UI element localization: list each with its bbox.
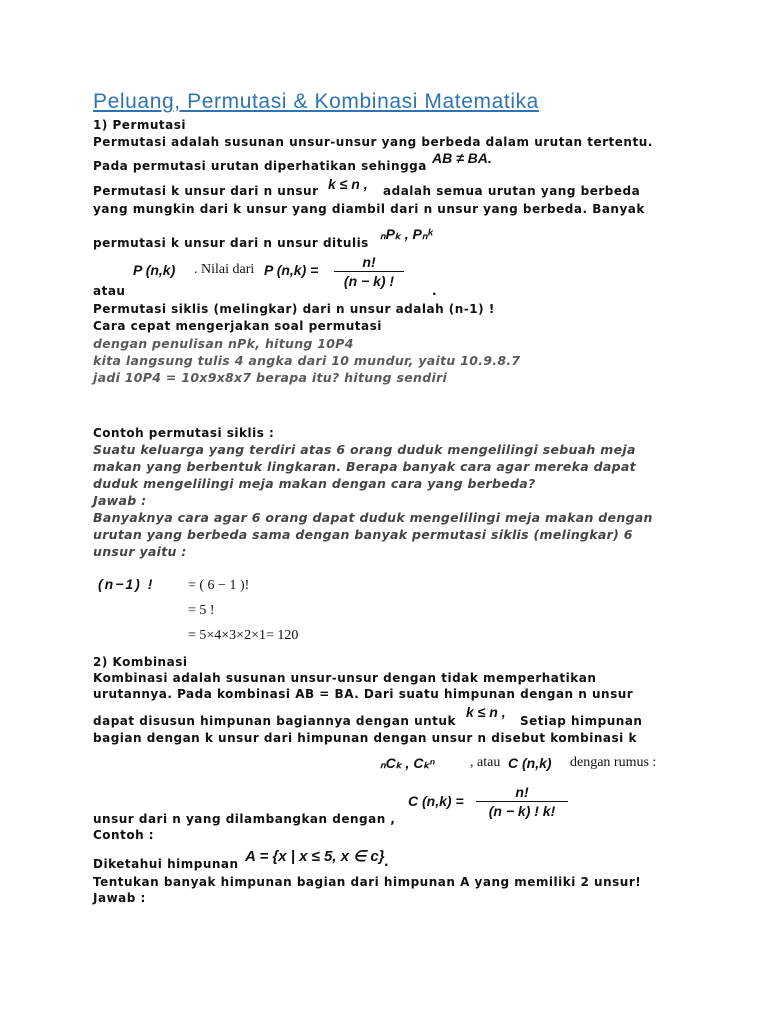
- period: .: [432, 284, 438, 298]
- answer-line: urutan yang berbeda sama dengan banyak permutasi siklis (melingkar) 6: [93, 527, 633, 542]
- formula-p-nk-eq: P (n,k) =: [264, 262, 319, 278]
- tip-line: kita langsung tulis 4 angka dari 10 mundur, yaitu 10.9.8.7: [93, 353, 521, 368]
- permutasi-text: yang mungkin dari k unsur yang diambil dari n unsur yang berbeda. Banyak: [93, 202, 645, 216]
- document-title: Peluang, Permutasi & Kombinasi Matematika: [93, 90, 539, 113]
- fraction-numerator: n!: [362, 254, 376, 270]
- formula-p-nk: P (n,k): [133, 262, 176, 278]
- tip-line: dengan penulisan nPk, hitung 10P4: [93, 336, 354, 351]
- calc-step: = ( 6 − 1 )!: [188, 578, 250, 593]
- fraction-permutasi: [334, 254, 404, 289]
- kombinasi-definition: Kombinasi adalah susunan unsur-unsur dengan tidak memperhatikan: [93, 671, 597, 685]
- question-line: makan yang berbentuk lingkaran. Berapa banyak cara agar mereka dapat: [93, 459, 636, 474]
- formula-k-le-n: k ≤ n ,: [466, 704, 506, 720]
- calc-step: = 5 !: [188, 603, 215, 618]
- tentukan-text: Tentukan banyak himpunan bagian dari himpunan A yang memiliki 2 unsur!: [93, 875, 642, 889]
- contoh-label: Contoh :: [93, 828, 155, 842]
- fraction-bar: [476, 801, 568, 802]
- cara-cepat-heading: Cara cepat mengerjakan soal permutasi: [93, 319, 382, 333]
- answer-line: Banyaknya cara agar 6 orang dapat duduk mengelilingi meja makan dengan: [93, 510, 653, 525]
- section-heading-kombinasi: 2) Kombinasi: [93, 655, 188, 669]
- fraction-numerator: n!: [515, 784, 529, 800]
- formula-k-le-n: k ≤ n ,: [328, 176, 368, 192]
- formula-npk: ₙPₖ , Pₙᵏ: [380, 226, 433, 242]
- fraction-kombinasi: [476, 784, 568, 819]
- kombinasi-text: bagian dengan k unsur dari himpunan dengan unsur n disebut kombinasi k: [93, 731, 637, 745]
- period: .: [384, 855, 390, 869]
- permutasi-text: Pada permutasi urutan diperhatikan sehingga: [93, 159, 427, 173]
- diketahui-text: Diketahui himpunan: [93, 857, 239, 871]
- calc-step: = 5×4×3×2×1= 120: [188, 628, 299, 643]
- kombinasi-text: dapat disusun himpunan bagiannya dengan untuk: [93, 714, 456, 728]
- permutasi-text: Permutasi k unsur dari n unsur: [93, 184, 319, 198]
- contoh-siklis-heading: Contoh permutasi siklis :: [93, 426, 275, 440]
- question-line: duduk mengelilingi meja makan dengan cara yang berbeda?: [93, 476, 536, 491]
- section-heading-permutasi: 1) Permutasi: [93, 118, 186, 132]
- permutasi-siklis-text: Permutasi siklis (melingkar) dari n unsur adalah (n-1) !: [93, 302, 495, 316]
- question-line: Suatu keluarga yang terdiri atas 6 orang duduk mengelilingi sebuah meja: [93, 442, 636, 457]
- kombinasi-text: unsur dari n yang dilambangkan dengan ,: [93, 812, 396, 826]
- permutasi-definition: Permutasi adalah susunan unsur-unsur yang berbeda dalam urutan tertentu.: [93, 135, 653, 149]
- fraction-bar: [334, 271, 404, 272]
- formula-c-nk-eq: C (n,k) =: [408, 793, 464, 809]
- atau-text: atau: [93, 284, 126, 298]
- fraction-denominator: (n − k) !: [343, 273, 395, 289]
- formula-ab-not-ba: AB ≠ BA.: [432, 150, 492, 166]
- kombinasi-text: urutannya. Pada kombinasi AB = BA. Dari suatu himpunan dengan n unsur: [93, 687, 634, 701]
- atau-text: , atau: [470, 755, 501, 770]
- permutasi-text: adalah semua urutan yang berbeda: [383, 184, 641, 198]
- formula-set-a: A = {x | x ≤ 5, x ∈ c}: [245, 848, 385, 865]
- kombinasi-text: Setiap himpunan: [520, 714, 643, 728]
- jawab-label: Jawab :: [93, 493, 147, 508]
- nilai-dari-text: . Nilai dari: [194, 262, 255, 277]
- dengan-rumus-text: dengan rumus :: [570, 755, 657, 770]
- tip-line: jadi 10P4 = 10x9x8x7 berapa itu? hitung sendiri: [93, 370, 448, 385]
- fraction-denominator: (n − k) ! k!: [488, 803, 556, 819]
- permutasi-text: permutasi k unsur dari n unsur ditulis: [93, 236, 369, 250]
- calc-lhs: (n−1) !: [98, 576, 155, 592]
- jawab-label: Jawab :: [93, 891, 146, 905]
- formula-c-nk: C (n,k): [508, 755, 552, 771]
- answer-line: unsur yaitu :: [93, 544, 187, 559]
- formula-nck: ₙCₖ , Cₖⁿ: [380, 755, 435, 771]
